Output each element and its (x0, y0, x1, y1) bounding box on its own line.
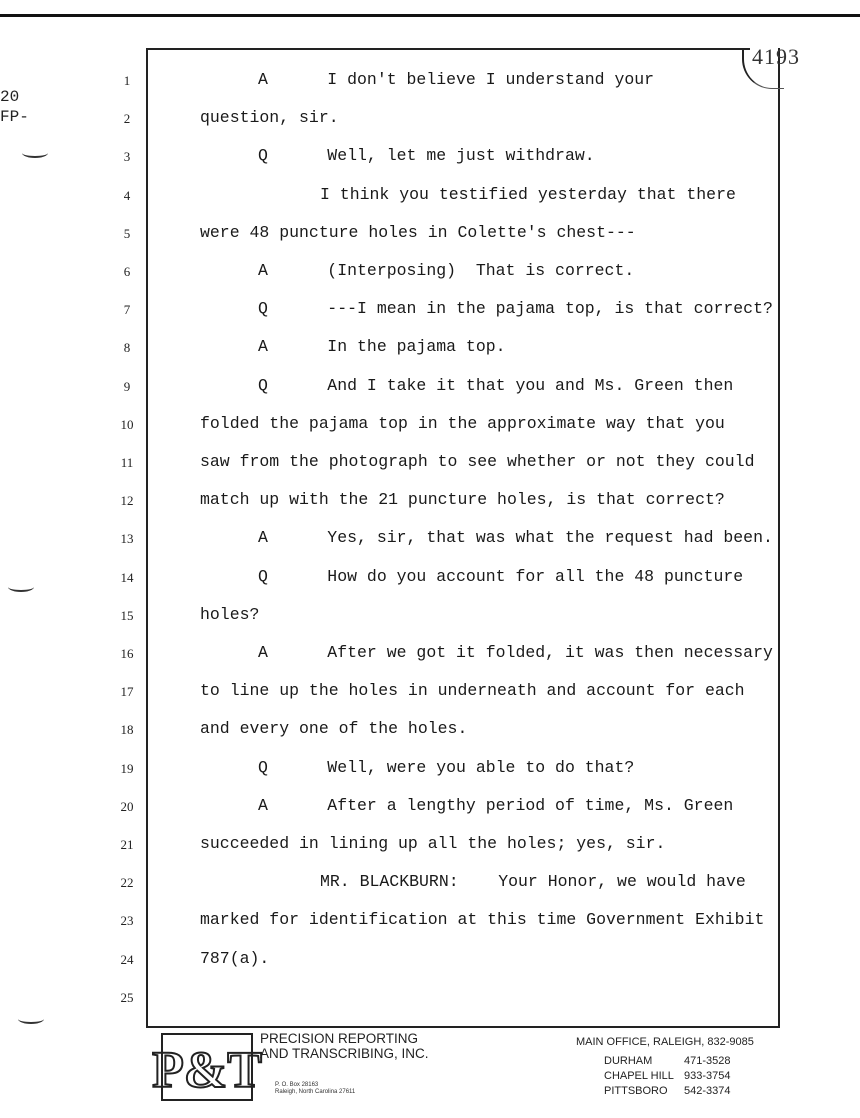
address-line: Raleigh, North Carolina 27611 (275, 1089, 356, 1095)
transcript-line: A After we got it folded, it was then necessary (258, 643, 773, 662)
line-number: 5 (123, 225, 131, 241)
office-phone: 933-3754 (684, 1070, 731, 1082)
line-number: 6 (123, 264, 131, 279)
line-number: 20 (120, 798, 134, 814)
line-number: 12 (120, 493, 134, 509)
line-number: 4 (123, 187, 131, 203)
line-number: 24 (120, 951, 134, 967)
margin-note: FP- (0, 108, 29, 126)
top-rule (0, 14, 860, 17)
transcript-line: Q How do you account for all the 48 puncture (258, 566, 744, 586)
transcript-line: A I don't believe I understand your (258, 70, 655, 89)
transcript-line: A After a lengthy period of time, Ms. Green (258, 795, 734, 815)
margin-mark (22, 148, 48, 158)
company-name (260, 1031, 429, 1061)
transcript-line: Q ---I mean in the pajama top, is that correct? (258, 299, 773, 319)
line-number: 8 (123, 340, 131, 356)
company-logo (152, 1032, 262, 1102)
line-number: 1 (123, 73, 131, 88)
transcript-line: question, sir. (200, 108, 339, 128)
transcript-line: A (Interposing) That is correct. (258, 261, 635, 280)
transcript-line: MR. BLACKBURN: Your Honor, we would have (320, 872, 746, 892)
transcript-line: marked for identification at this time Government Exhibit (200, 910, 765, 930)
margin-mark (8, 582, 34, 592)
line-number: 13 (120, 531, 134, 547)
company-name-line: PRECISION REPORTING (260, 1031, 419, 1046)
transcript-line: saw from the photograph to see whether or not they could (200, 452, 755, 471)
transcript-line: and every one of the holes. (200, 719, 468, 739)
line-number: 17 (120, 684, 134, 700)
page-number: 4193 (752, 44, 800, 69)
transcript-line: to line up the holes in underneath and account for each (200, 681, 745, 701)
transcript-line: holes? (200, 604, 260, 624)
line-number: 14 (120, 569, 134, 585)
main-office: MAIN OFFICE, RALEIGH, 832-9085 (576, 1036, 754, 1048)
office-phone: 542-3374 (684, 1085, 731, 1097)
line-number: 25 (120, 989, 134, 1005)
transcript-line: were 48 puncture holes in Colette's chest--- (200, 222, 636, 242)
line-number: 18 (120, 722, 134, 738)
transcript-line: Q Well, were you able to do that? (258, 757, 635, 777)
margin-note: 20 (0, 88, 20, 106)
transcript-line: A In the pajama top. (258, 337, 506, 357)
line-number: 9 (123, 378, 131, 394)
transcript-line: A Yes, sir, that was what the request had been. (258, 528, 773, 548)
line-number: 11 (120, 455, 134, 470)
office-city: PITTSBORO (604, 1085, 668, 1097)
transcript-line: I think you testified yesterday that there (320, 184, 736, 204)
line-number: 19 (120, 760, 134, 776)
transcript-line: 787(a). (200, 948, 270, 968)
office-city: CHAPEL HILL (604, 1070, 674, 1082)
company-address (275, 1082, 355, 1096)
line-number: 16 (120, 646, 134, 661)
transcript-line: folded the pajama top in the approximate way that you (200, 413, 725, 433)
line-number: 3 (123, 149, 131, 165)
office-phone: 471-3528 (684, 1055, 731, 1067)
line-number: 7 (123, 302, 131, 318)
company-name-line: AND TRANSCRIBING, INC. (260, 1046, 429, 1061)
transcript-line: match up with the 21 puncture holes, is that correct? (200, 490, 725, 510)
line-number: 23 (120, 913, 134, 929)
line-number: 22 (120, 875, 134, 891)
transcript-line: Q And I take it that you and Ms. Green then (258, 375, 734, 395)
line-number: 21 (120, 837, 134, 852)
logo-text: P&T (152, 1042, 262, 1099)
line-number: 15 (120, 607, 134, 623)
line-number: 2 (123, 111, 131, 127)
office-city: DURHAM (604, 1055, 653, 1067)
frame-top-border (146, 48, 750, 50)
line-number: 10 (120, 416, 134, 432)
margin-mark (18, 1014, 44, 1024)
transcript-line: succeeded in lining up all the holes; yes, sir. (200, 834, 666, 853)
address-line: P. O. Box 28163 (275, 1082, 319, 1088)
transcript-line: Q Well, let me just withdraw. (258, 146, 595, 166)
